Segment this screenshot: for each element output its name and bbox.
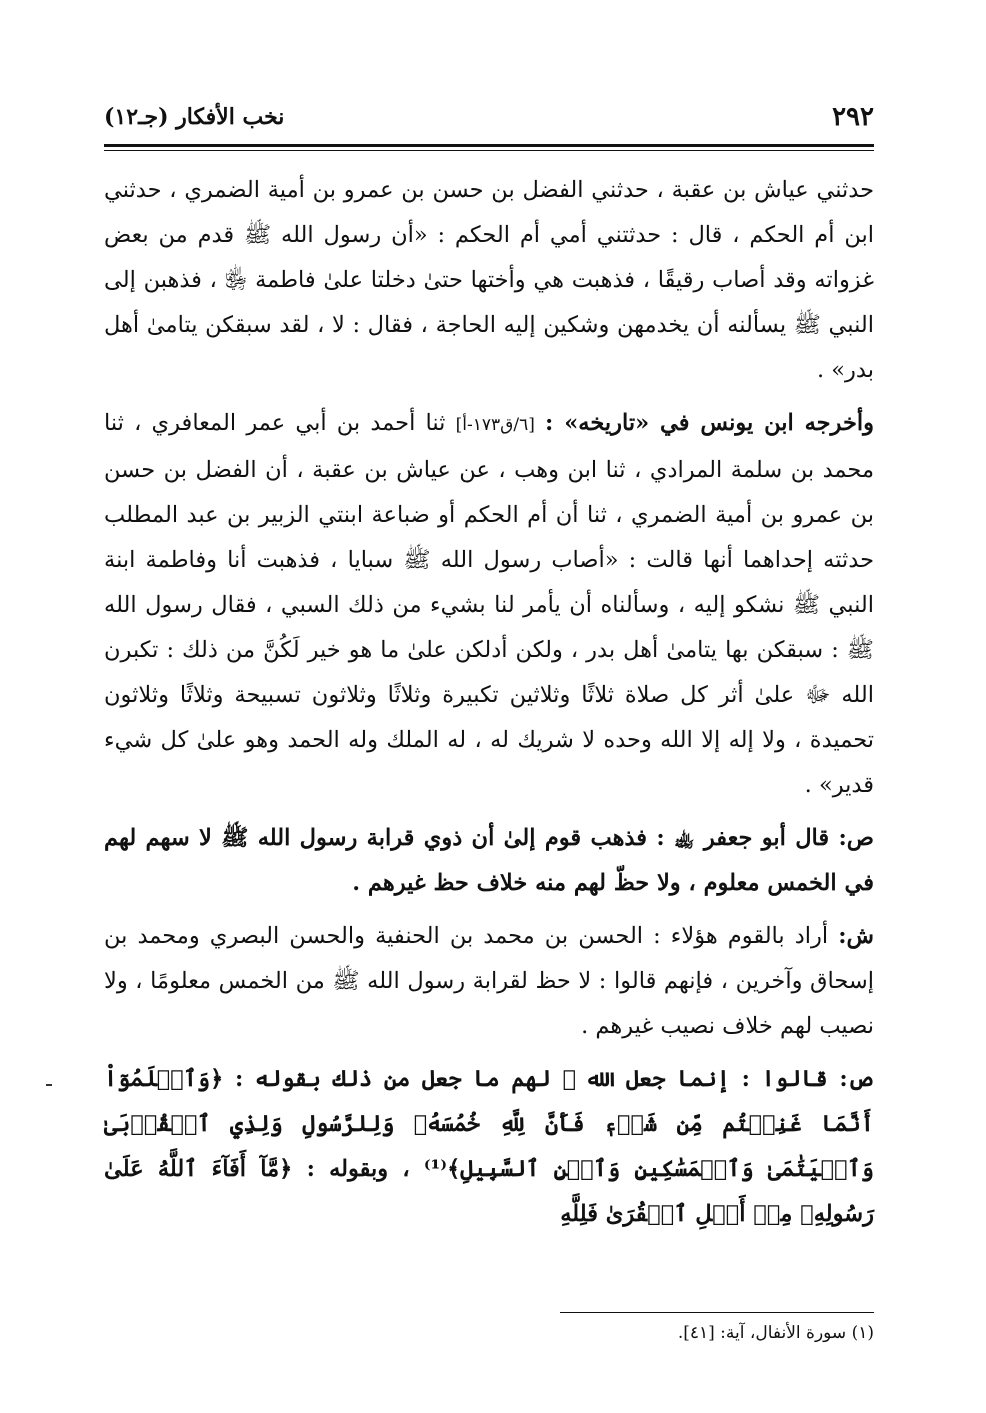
page-number: ٢٩٢: [832, 102, 874, 132]
paragraph-takhrij: [104, 401, 874, 808]
page-header: [104, 92, 874, 142]
paragraph-lead: وأخرجه ابن يونس في «تاريخه» :: [545, 410, 875, 436]
paragraph-body: ثنا أحمد بن أبي عمر المعافري ، ثنا محمد بن سلمة المرادي ، ثنا ابن وهب ، عن عياش بن عقبة ، أن الفضل بن حسن بن عمرو بن أمية الضمري ، ثنا أن أم الحكم أو ضباعة ابنتي الزبير بن عبد المطلب حدثته إحداهما أنها قالت : «أصاب رسول الله ﷺ سبايا ، فذهبت أنا وفاطمة ابنة النبي ﷺ نشكو إليه ، وسألناه أن يأمر لنا بشيء من ذلك السبي ، فقال رسول الله ﷺ : سبقكن بها يتامىٰ أهل بدر ، ولكن أدلكن علىٰ ما هو خير لَكُنَّ من ذلك : تكبرن الله ﷻ علىٰ أثر كل صلاة ثلاثًا وثلاثين تكبيرة وثلاثًا وثلاثون تسبيحة وثلاثًا وثلاثون تحميدة ، ولا إله إلا الله وحده لا شريك له ، له الملك وله الحمد وهو علىٰ كل شيء قدير» .: [104, 410, 874, 798]
margin-mark: [46, 1084, 52, 1086]
paragraph-sharh: [104, 914, 874, 1049]
header-rule-thin: [104, 150, 874, 151]
manuscript-reference: [٦/ق١٧٣-أ]: [455, 415, 535, 435]
paragraph-matn: ص: قال أبو جعفر ﵀ : فذهب قوم إلىٰ أن ذوي قرابة رسول الله ﷺ لا سهم لهم في الخمس معلوم ، ولا حظّ لهم منه خلاف حظ غيرهم .: [104, 825, 874, 896]
paragraph-body: أراد بالقوم هؤلاء : الحسن بن محمد بن الحنفية والحسن البصري ومحمد بن إسحاق وآخرين ، فإنهم قالوا : لا حظ لقرابة رسول الله ﷺ من الخمس معلومًا ، ولا نصيب لهم خلاف نصيب غيرهم .: [104, 923, 874, 1039]
main-text: [104, 168, 874, 1245]
running-title: نخب الأفكار (جـ١٢): [104, 104, 285, 130]
paragraph-matn-quran: ص: قالوا : إنما جعل الله ﷻ لهم ما جعل من ذلك بقوله : ﴿وَٱعۡلَمُوٓاْ أَنَّمَا غَنِمۡتُم مِّن شَيۡءٖ فَأَنَّ لِلَّهِ خُمُسَهُۥ وَلِلرَّسُولِ وَلِذِي ٱلۡقُرۡبَىٰ وَٱلۡيَتَٰمَىٰ وَٱلۡمَسَٰكِينِ وَٱبۡنِ ٱلسَّبِيلِ﴾⁽¹⁾ ، وبقوله : ﴿مَّآ أَفَآءَ ٱللَّهُ عَلَىٰ رَسُولِهِۦ مِنۡ أَهۡلِ ٱلۡقُرَىٰ فَلِلَّهِ: [104, 1066, 874, 1227]
paragraph-hadith: حدثني عياش بن عقبة ، حدثني الفضل بن حسن بن عمرو بن أمية الضمري ، حدثني ابن أم الحكم ، قال : حدثتني أمي أم الحكم : «أن رسول الله ﷺ قدم من بعض غزواته وقد أصاب رقيقًا ، فذهبت هي وأختها حتىٰ دخلتا علىٰ فاطمة ﵂ ، فذهبن إلى النبي ﷺ يسألنه أن يخدمهن وشكين إليه الحاجة ، فقال : لا ، لقد سبقكن يتامىٰ أهل بدر» .: [104, 177, 874, 383]
footnote: (١) سورة الأنفال، آية: [٤١].: [677, 1323, 874, 1343]
paragraph-lead: ش:: [838, 923, 874, 949]
header-rule-thick: [104, 144, 874, 147]
footnote-rule: [560, 1312, 874, 1313]
